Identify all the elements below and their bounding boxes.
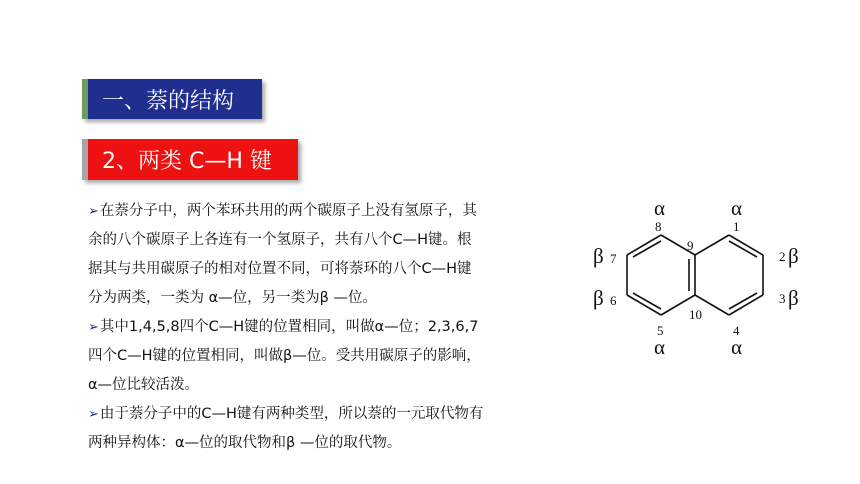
alpha-label: α	[654, 196, 666, 220]
beta-label: β	[593, 286, 604, 310]
ring-bonds	[627, 235, 763, 315]
beta-label: β	[788, 286, 799, 310]
naphthalene-structure-diagram	[585, 195, 815, 365]
text-line: 两种异构体：α—位的取代物和β —位的取代物。	[88, 435, 402, 451]
text-line: ➢在萘分子中，两个苯环共用的两个碳原子上没有氢原子，其	[88, 203, 477, 219]
alpha-label: α	[654, 335, 666, 359]
position-number: 3	[779, 291, 786, 306]
position-number: 4	[733, 323, 740, 338]
beta-label: β	[788, 244, 799, 268]
beta-label: β	[593, 244, 604, 268]
position-number: 8	[655, 219, 662, 234]
text-line: 据其与共用碳原子的相对位置不同，可将萘环的八个C—H键	[88, 261, 472, 277]
position-number: 10	[689, 307, 702, 322]
text-line: 四个C—H键的位置相同，叫做β—位。受共用碳原子的影响，	[88, 348, 481, 364]
subsection-title: 2、两类 C—H 键	[102, 149, 272, 174]
position-number: 9	[687, 238, 694, 253]
section-title: 一、萘的结构	[102, 88, 235, 114]
subsection-title-bar	[82, 139, 298, 180]
alpha-label: α	[731, 335, 743, 359]
text-line: 余的八个碳原子上各连有一个氢原子，共有八个C—H键。根	[88, 232, 472, 248]
text-line: 分为两类，一类为 α—位，另一类为β —位。	[88, 290, 378, 306]
bullet-arrow-icon: ➢	[88, 320, 99, 335]
text-line: α—位比较活泼。	[88, 377, 200, 393]
position-number: 6	[610, 293, 617, 308]
text-line: ➢其中1,4,5,8四个C—H键的位置相同，叫做α—位；2,3,6,7	[88, 319, 479, 335]
bullet-list	[88, 197, 550, 458]
bullet-paragraph-2	[88, 313, 550, 400]
bullet-paragraph-3	[88, 400, 550, 458]
position-number: 7	[610, 251, 617, 266]
position-number: 5	[657, 323, 664, 338]
bullet-arrow-icon: ➢	[88, 407, 99, 422]
section-title-bar	[82, 79, 262, 119]
bullet-paragraph-1	[88, 197, 550, 313]
position-number: 2	[779, 249, 786, 264]
text-line: ➢由于萘分子中的C—H键有两种类型，所以萘的一元取代物有	[88, 406, 484, 422]
bullet-arrow-icon: ➢	[88, 204, 99, 219]
position-number: 1	[733, 219, 740, 234]
alpha-label: α	[731, 196, 743, 220]
